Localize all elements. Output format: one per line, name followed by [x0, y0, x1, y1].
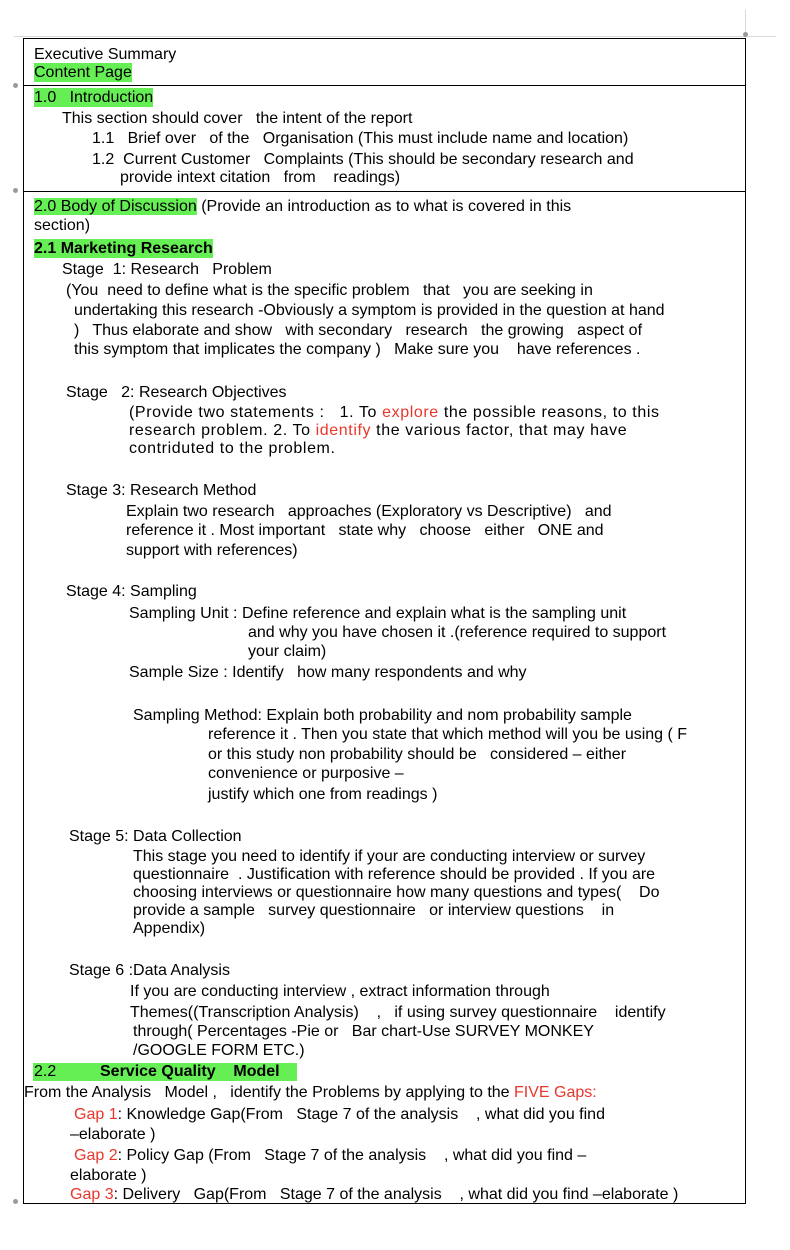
body-heading-line [34, 197, 571, 216]
sampling-method-cont: convenience or purposive – [208, 765, 404, 782]
stage3-title: Stage 3: Research Method [66, 482, 257, 499]
stage3-text: reference it . Most important state why choose either ONE and [126, 522, 604, 539]
stage5-text: provide a sample survey questionnaire or interview questions in [133, 902, 615, 919]
five-gaps-label: FIVE Gaps: [514, 1084, 597, 1101]
gap-2 [74, 1146, 586, 1165]
intro-item-1: 1.1 Brief over of the Organisation (This must include name and location) [92, 130, 629, 147]
stage1-text: ) Thus elaborate and show with secondary research the growing aspect of [74, 322, 643, 339]
sampling-unit-cont: your claim) [248, 643, 327, 660]
explore-keyword: explore [382, 404, 439, 421]
identify-keyword: identify [315, 422, 372, 439]
gap-3 [70, 1185, 678, 1204]
gap-1 [74, 1105, 605, 1124]
stage2-text [129, 403, 660, 422]
sampling-method-cont: justify which one from readings ) [208, 786, 438, 803]
gap-label: Gap 3 [70, 1186, 114, 1203]
stage1-title: Stage 1: Research Problem [62, 261, 272, 278]
stage5-text: This stage you need to identify if your are conducting interview or survey [133, 848, 646, 865]
intro-text: This section should cover the intent of the report [62, 110, 413, 127]
gap-label: Gap 1 [74, 1106, 118, 1123]
service-intro [24, 1083, 597, 1102]
margin-dot [743, 32, 748, 37]
gap-text: : Knowledge Gap(From Stage 7 of the analysis , what did you find [117, 1106, 605, 1123]
page-edge-top [14, 36, 776, 37]
stage5-text: Appendix) [133, 920, 206, 937]
stage5-text: questionnaire . Justification with reference should be provided . If you are [133, 866, 656, 883]
sampling-method: Sampling Method: Explain both probability and nom probability sample [133, 707, 632, 724]
stage5-title: Stage 5: Data Collection [69, 828, 242, 845]
sampling-unit: Sampling Unit : Define reference and explain what is the sampling unit [129, 605, 627, 622]
service-heading-number: 2.2 [34, 1063, 57, 1080]
intro-item-2-cont: provide intext citation from readings) [120, 169, 401, 186]
stage2-text-part: research problem. 2. To [129, 422, 316, 439]
stage6-title: Stage 6 :Data Analysis [69, 962, 230, 979]
stage5-text: choosing interviews or questionnaire how many questions and types( Do [133, 884, 660, 901]
stage3-text: Explain two research approaches (Exploratory vs Descriptive) and [126, 503, 612, 520]
stage2-text: contriduted to the problem. [129, 440, 336, 457]
stage2-title: Stage 2: Research Objectives [66, 384, 287, 401]
content-page-heading: Content Page [34, 64, 132, 81]
stage1-text: this symptom that implicates the company ) Make sure you have references . [74, 341, 641, 358]
intro-item-2: 1.2 Current Customer Complaints (This should be secondary research and [92, 151, 634, 168]
stage6-text: Themes((Transcription Analysis) , if using survey questionnaire identify [130, 1004, 666, 1021]
stage2-text-part: (Provide two statements : 1. To [129, 404, 383, 421]
stage2-text-part: the various factor, that may have [371, 422, 628, 439]
body-heading: 2.0 Body of Discussion [34, 198, 197, 215]
stage4-title: Stage 4: Sampling [66, 583, 197, 600]
stage2-text [129, 421, 627, 440]
gap-2-cont: elaborate ) [70, 1167, 147, 1184]
stage1-text: undertaking this research -Obviously a symptom is provided in the question at hand [74, 302, 665, 319]
marketing-heading: 2.1 Marketing Research [34, 240, 213, 257]
margin-dot [13, 83, 18, 88]
stage6-text: /GOOGLE FORM ETC.) [133, 1042, 305, 1059]
margin-dot [13, 188, 18, 193]
sampling-method-cont: reference it . Then you state that which method will you be using ( F [208, 726, 688, 743]
service-intro-text: From the Analysis Model , identify the Problems by applying to the [24, 1084, 515, 1101]
gap-text: : Delivery Gap(From Stage 7 of the analysis , what did you find –elaborate ) [113, 1186, 679, 1203]
body-heading-cont: section) [34, 217, 91, 234]
exec-summary-heading: Executive Summary [34, 46, 177, 63]
stage3-text: support with references) [126, 542, 298, 559]
stage2-text-part: the possible reasons, to this [438, 404, 660, 421]
sample-size: Sample Size : Identify how many respondents and why [129, 664, 527, 681]
gap-1-cont: –elaborate ) [70, 1126, 156, 1143]
sampling-method-cont: or this study non probability should be considered – either [208, 746, 627, 763]
margin-dot [13, 1199, 18, 1204]
sampling-unit-cont: and why you have chosen it .(reference required to support [248, 624, 667, 641]
gap-text: : Policy Gap (From Stage 7 of the analysis , what did you find – [117, 1147, 587, 1164]
gap-label: Gap 2 [74, 1147, 118, 1164]
stage6-text: If you are conducting interview , extract information through [130, 983, 550, 1000]
body-heading-note: (Provide an introduction as to what is covered in this [196, 198, 572, 215]
stage6-text: through( Percentages -Pie or Bar chart-Use SURVEY MONKEY [133, 1023, 594, 1040]
intro-heading: 1.0 Introduction [34, 89, 154, 106]
stage1-text: (You need to define what is the specific problem that you are seeking in [66, 282, 593, 299]
service-heading: Service Quality Model [100, 1063, 280, 1080]
